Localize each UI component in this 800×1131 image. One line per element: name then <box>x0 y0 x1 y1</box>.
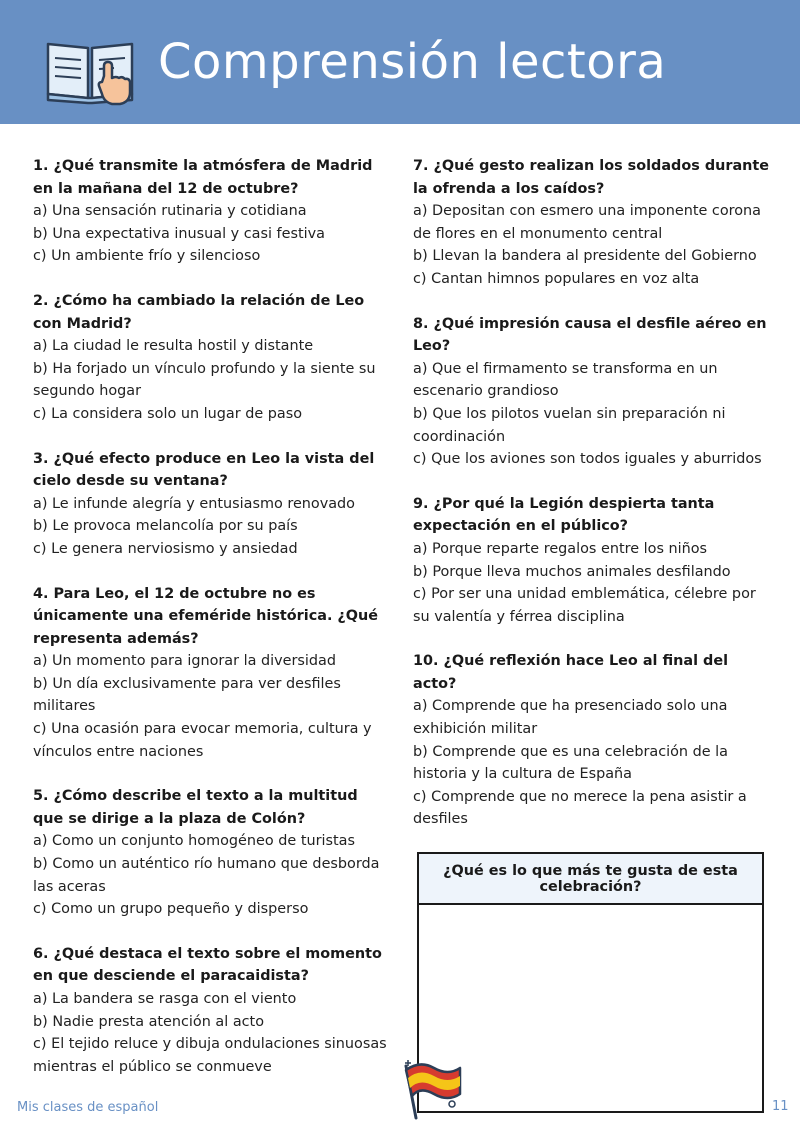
open-book-hand-icon <box>44 36 136 106</box>
answer-option[interactable]: c) Le genera nerviosismo y ansiedad <box>33 540 298 557</box>
answer-option[interactable]: c) La considera solo un lugar de paso <box>33 405 303 422</box>
question-block <box>33 155 389 268</box>
answer-option[interactable]: a) Que el firmamento se transforma en un escenario grandioso <box>413 360 718 400</box>
answer-option[interactable]: b) Como un auténtico río humano que desborda las aceras <box>33 856 380 895</box>
question-text: 2. ¿Cómo ha cambiado la relación de Leo con Madrid? <box>33 292 365 332</box>
question-text: 3. ¿Qué efecto produce en Leo la vista del cielo desde su ventana? <box>33 450 375 490</box>
question-block <box>413 493 775 629</box>
answer-option[interactable]: b) Comprende que es una celebración de la historia y la cultura de España <box>413 743 728 783</box>
question-text: 10. ¿Qué reflexión hace Leo al final del acto? <box>413 653 729 692</box>
question-text: 4. Para Leo, el 12 de octubre no es únicamente una efeméride histórica. ¿Qué representa además? <box>33 585 379 647</box>
question-block <box>33 583 389 764</box>
answer-option[interactable]: b) Una expectativa inusual y casi festiva <box>33 225 325 242</box>
questions-right-column <box>413 155 775 853</box>
answer-option[interactable]: c) Por ser una unidad emblemática, célebre por su valentía y férrea disciplina <box>413 586 756 625</box>
page-header <box>0 0 800 124</box>
question-text: 8. ¿Qué impresión causa el desfile aéreo en Leo? <box>413 315 767 355</box>
answer-option[interactable]: b) Porque lleva muchos animales desfilando <box>413 563 731 580</box>
answer-option[interactable]: a) Un momento para ignorar la diversidad <box>33 653 337 670</box>
questions-left-column <box>33 155 389 1100</box>
question-block <box>33 290 389 426</box>
question-text: 9. ¿Por qué la Legión despierta tanta expectación en el público? <box>413 495 715 535</box>
footer-brand: Mis clases de español <box>17 1100 159 1115</box>
question-block <box>413 155 775 291</box>
question-block <box>413 650 775 831</box>
question-block <box>33 943 389 1079</box>
answer-option[interactable]: a) Como un conjunto homogéneo de turistas <box>33 833 355 850</box>
answer-option[interactable]: c) Comprende que no merece la pena asistir a desfiles <box>413 788 747 828</box>
page-title: Comprensión lectora <box>158 34 667 90</box>
answer-option[interactable]: b) Nadie presta atención al acto <box>33 1013 265 1030</box>
answer-option[interactable]: c) Cantan himnos populares en voz alta <box>413 270 700 287</box>
answer-option[interactable]: b) Un día exclusivamente para ver desfiles militares <box>33 675 341 715</box>
question-text: 7. ¿Qué gesto realizan los soldados durante la ofrenda a los caídos? <box>413 158 770 197</box>
question-text: 6. ¿Qué destaca el texto sobre el momento en que desciende el paracaidista? <box>33 945 382 985</box>
answer-option[interactable]: a) Depositan con esmero una imponente corona de flores en el monumento central <box>413 203 761 242</box>
answer-option[interactable]: a) Una sensación rutinaria y cotidiana <box>33 203 307 220</box>
question-block <box>413 313 775 471</box>
answer-option[interactable]: a) La bandera se rasga con el viento <box>33 991 297 1007</box>
question-text: 1. ¿Qué transmite la atmósfera de Madrid en la mañana del 12 de octubre? <box>33 158 373 197</box>
answer-option[interactable]: c) Una ocasión para evocar memoria, cultura y vínculos entre naciones <box>33 721 372 760</box>
answer-option[interactable]: b) Que los pilotos vuelan sin preparación ni coordinación <box>413 405 726 445</box>
answer-option[interactable]: a) Porque reparte regalos entre los niños <box>413 540 708 557</box>
answer-option[interactable]: c) Como un grupo pequeño y disperso <box>33 901 309 918</box>
page-number: 11 <box>772 1099 789 1114</box>
answer-option[interactable]: b) Le provoca melancolía por su país <box>33 518 298 535</box>
question-block <box>33 448 389 561</box>
answer-option[interactable]: c) Un ambiente frío y silencioso <box>33 248 261 265</box>
question-text: 5. ¿Cómo describe el texto a la multitud que se dirige a la plaza de Colón? <box>33 788 358 827</box>
answer-option[interactable]: b) Ha forjado un vínculo profundo y la siente su segundo hogar <box>33 360 376 400</box>
answer-option[interactable]: c) El tejido reluce y dibuja ondulaciones sinuosas mientras el público se conmueve <box>33 1036 387 1075</box>
spanish-flag-icon <box>398 1056 464 1122</box>
answer-option[interactable]: c) Que los aviones son todos iguales y aburridos <box>413 451 762 468</box>
answer-option[interactable]: a) Comprende que ha presenciado solo una exhibición militar <box>413 698 728 738</box>
answer-option[interactable]: a) La ciudad le resulta hostil y distante <box>33 338 314 355</box>
answer-box-heading: ¿Qué es lo que más te gusta de esta celebración? <box>419 854 762 905</box>
answer-option[interactable]: b) Llevan la bandera al presidente del Gobierno <box>413 248 757 265</box>
question-block <box>33 785 389 921</box>
answer-box[interactable] <box>417 852 764 1113</box>
answer-option[interactable]: a) Le infunde alegría y entusiasmo renovado <box>33 495 355 512</box>
